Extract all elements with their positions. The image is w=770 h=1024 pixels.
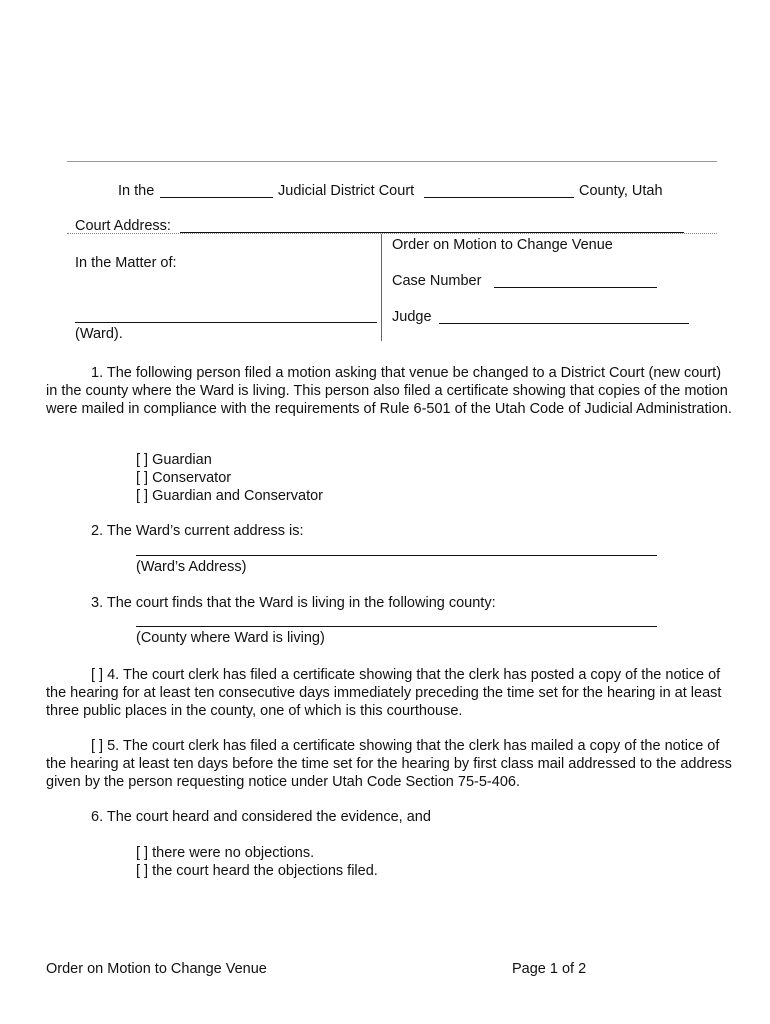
option-guardian-and-conservator[interactable]: [ ] Guardian and Conservator [136, 488, 323, 504]
paragraph-1 [46, 364, 732, 418]
judicial-district-court-label: Judicial District Court [278, 183, 415, 199]
footer-title: Order on Motion to Change Venue [46, 961, 267, 977]
paragraph-2: 2. The Ward’s current address is: [91, 523, 304, 539]
paragraph-6: 6. The court heard and considered the evidence, and [91, 809, 431, 825]
paragraph-5 [46, 737, 732, 791]
top-rule [67, 161, 717, 162]
case-number-field[interactable] [494, 274, 657, 288]
paragraph-4 [46, 666, 732, 720]
district-number-field[interactable] [160, 184, 273, 198]
caption-divider [381, 234, 382, 341]
paragraph-4-text: [ ] 4. The court clerk has filed a certificate showing that the clerk has posted a copy of the notice of the hearing for at least ten consecutive days immediately preceding the time set for the hearing in at least three public places in the county, one of which is this courthouse. [46, 667, 722, 719]
ward-county-caption: (County where Ward is living) [136, 630, 325, 646]
ward-county-field[interactable] [136, 626, 657, 627]
paragraph-5-text: [ ] 5. The court clerk has filed a certificate showing that the clerk has mailed a copy of the notice of the hearing at least ten days before the time set for the hearing by first class mail addressed to the address given by the person requesting notice under Utah Code Section 75-5-406. [46, 738, 732, 790]
paragraph-3: 3. The court finds that the Ward is living in the following county: [91, 595, 496, 611]
option-conservator[interactable]: [ ] Conservator [136, 470, 232, 486]
ward-name-field[interactable] [75, 322, 377, 323]
court-address-field[interactable] [180, 219, 684, 233]
court-address-label: Court Address: [75, 218, 171, 234]
option-guardian[interactable]: [ ] Guardian [136, 452, 212, 468]
county-field[interactable] [424, 184, 574, 198]
ward-label: (Ward). [75, 326, 123, 342]
option-objections-filed[interactable]: [ ] the court heard the objections filed. [136, 863, 378, 879]
case-number-label: Case Number [392, 273, 482, 289]
caption-top-rule [67, 233, 717, 234]
county-utah-label: County, Utah [579, 183, 663, 199]
paragraph-1-text: 1. The following person filed a motion asking that venue be changed to a District Court (new court) in the county where the Ward is living. This person also filed a certificate showing that copies of the motion were mailed in compliance with the requirements of Rule 6-501 of the Utah Code of Judicial Administration. [46, 365, 732, 417]
judge-field[interactable] [439, 310, 689, 324]
page-number: Page 1 of 2 [512, 961, 587, 977]
ward-address-caption: (Ward’s Address) [136, 559, 247, 575]
ward-address-field[interactable] [136, 555, 657, 556]
option-no-objections[interactable]: [ ] there were no objections. [136, 845, 315, 861]
order-title: Order on Motion to Change Venue [392, 237, 613, 253]
judge-label: Judge [392, 309, 432, 325]
in-the-label: In the [118, 183, 155, 199]
in-the-matter-of-label: In the Matter of: [75, 255, 177, 271]
